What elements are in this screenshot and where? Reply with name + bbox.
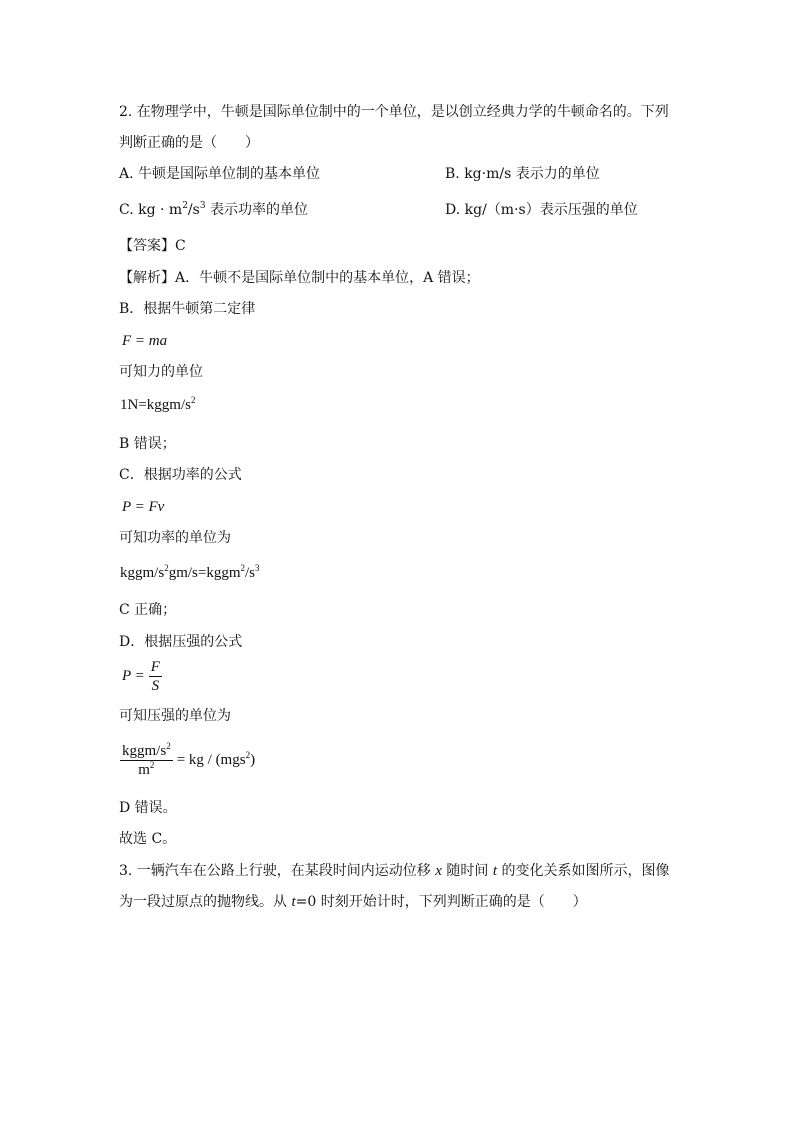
analysis-tag: 【解析】 xyxy=(119,270,175,286)
q2-option-c-mid: /s xyxy=(187,202,200,218)
unit-newton-pre: 1N=kg xyxy=(120,397,162,413)
q3-stem-line2 xyxy=(119,892,587,912)
unit-watt-c: gm/s=kg xyxy=(168,565,222,581)
q3-var-x: x xyxy=(435,863,442,879)
analysis-d-conclude: D 错误。 xyxy=(119,800,177,816)
formula-f-ma: F = ma xyxy=(122,333,168,349)
unit-pascal-den-sup: 2 xyxy=(149,760,155,770)
analysis-a-text: A．牛顿不是国际单位制中的基本单位，A 错误； xyxy=(175,270,480,286)
formula-p-denominator: S xyxy=(151,678,160,694)
unit-watt-sup2: 2 xyxy=(240,563,245,573)
analysis-c-text2: 可知功率的单位为 xyxy=(119,530,231,546)
unit-pascal-rhs-post: ) xyxy=(250,752,256,768)
q3-line1-a: 3. 一辆汽车在公路上行驶，在某段时间内运动位移 xyxy=(119,863,436,879)
q3-line1-c: 的变化关系如图所示，图像 xyxy=(497,863,670,879)
unit-pascal-num-pre: kg xyxy=(122,743,137,759)
unit-pascal-rhs-mid: gs xyxy=(232,752,246,768)
unit-pascal-rhs-pre: = kg / (m xyxy=(176,752,233,768)
q2-option-d: D. kg/（m·s）表示压强的单位 xyxy=(445,202,638,218)
q3-line1-b: 随时间 xyxy=(441,863,493,879)
formula-p-fv: P = Fv xyxy=(122,499,165,515)
analysis-d-text: D．根据压强的公式 xyxy=(119,634,243,650)
analysis-c-conclude: C 正确； xyxy=(119,602,177,618)
q2-option-c xyxy=(119,200,308,220)
q2-option-c-sup2: 3 xyxy=(199,201,206,211)
unit-watt-d: gm xyxy=(221,565,241,581)
formula-p-lhs: P = xyxy=(122,668,145,684)
unit-pascal-num-sup: 2 xyxy=(166,741,171,751)
q3-line2-b: =0 时刻开始计时，下列判断正确的是（ ） xyxy=(295,894,587,910)
q3-var-t: t xyxy=(492,863,498,879)
unit-pascal-num-mid: gm/s xyxy=(137,743,167,759)
analysis-a-line xyxy=(119,268,480,288)
answer-value: C xyxy=(175,238,186,254)
formula-p-numerator: F xyxy=(150,659,160,675)
analysis-b-conclude: B 错误； xyxy=(119,436,176,452)
analysis-c-text: C．根据功率的公式 xyxy=(119,467,242,483)
unit-watt-b: gm/s xyxy=(135,565,165,581)
q2-stem-line2: 判断正确的是（ ） xyxy=(119,135,259,151)
unit-pascal-rhs xyxy=(177,752,255,769)
unit-pascal xyxy=(120,742,255,779)
unit-watt-sup1: 2 xyxy=(164,563,169,573)
analysis-b-text2: 可知力的单位 xyxy=(119,364,203,380)
q3-stem-line1 xyxy=(119,861,669,881)
q2-stem-line1: 2. 在物理学中，牛顿是国际单位制中的一个单位，是以创立经典力学的牛顿命名的。下列 xyxy=(119,104,669,120)
unit-pascal-fraction xyxy=(120,742,173,779)
analysis-d-text2: 可知压强的单位为 xyxy=(119,708,231,724)
q2-option-a: A. 牛顿是国际单位制的基本单位 xyxy=(119,166,321,182)
q3-line2-a: 为一段过原点的抛物线。从 xyxy=(119,894,292,910)
unit-newton xyxy=(120,395,195,415)
answer-tag: 【答案】 xyxy=(119,238,175,254)
q2-option-c-post: 表示功率的单位 xyxy=(205,202,309,218)
formula-p-f-over-s xyxy=(122,658,166,695)
unit-pascal-rhs-sup: 2 xyxy=(245,750,251,760)
unit-watt xyxy=(120,563,260,583)
q3-var-t2: t xyxy=(291,894,296,910)
unit-watt-a: kg xyxy=(120,565,135,581)
unit-watt-e: /s xyxy=(245,565,256,581)
unit-pascal-numerator xyxy=(120,742,173,761)
analysis-final: 故选 C。 xyxy=(119,831,177,847)
unit-pascal-den-base: m xyxy=(138,762,150,778)
formula-p-fraction xyxy=(149,658,162,695)
unit-newton-mid: gm/s xyxy=(161,397,191,413)
answer-line xyxy=(119,236,186,256)
unit-watt-sup3: 3 xyxy=(255,563,260,573)
q2-option-c-sup1: 2 xyxy=(182,201,188,211)
q2-option-b: B. kg·m/s 表示力的单位 xyxy=(445,166,600,182)
analysis-b-text: B．根据牛顿第二定律 xyxy=(119,301,256,317)
unit-newton-sup: 2 xyxy=(190,395,196,405)
unit-pascal-denominator xyxy=(136,761,156,779)
q2-option-c-pre: C. kg · m xyxy=(119,202,183,218)
